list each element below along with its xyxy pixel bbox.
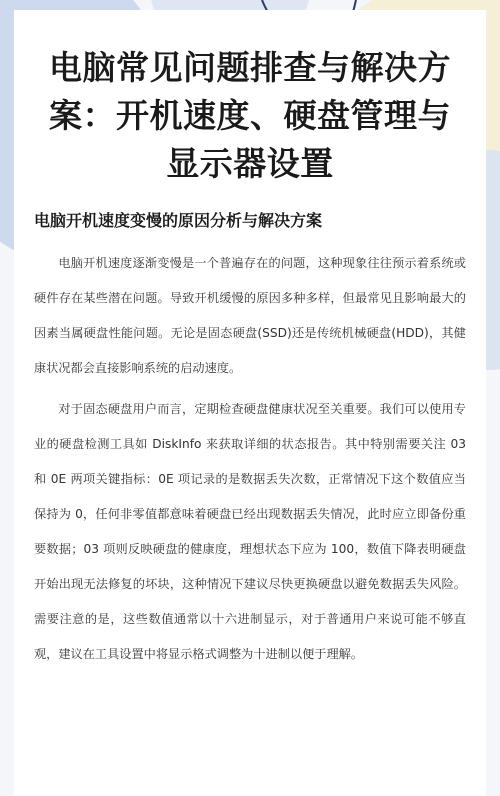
article-card [14, 10, 486, 796]
section-heading: 电脑开机速度变慢的原因分析与解决方案 [34, 211, 323, 230]
paragraph: 对于固态硬盘用户而言，定期检查硬盘健康状况至关重要。我们可以使用专业的硬盘检测工具如 DiskInfo 来获取详细的状态报告。其中特别需要关注 03 和 0E 两项关键指标：0E 项记录的是数据丢失次数，正常情况下这个数值应当保持为 0，任何非零值都意味着硬盘已经出现数据丢失情况，此时应立即备份重要数据；03 项则反映硬盘的健康度，理想状态下应为 100，数值下降表明硬盘开始出现无法修复的坏块，这种情况下建议尽快更换硬盘以避免数据丢失风险。需要注意的是，这些数值通常以十六进制显示，对于普通用户来说可能不够直观，建议在工具设置中将显示格式调整为十进制以便于理解。 [34, 402, 466, 661]
paragraph: 电脑开机速度逐渐变慢是一个普遍存在的问题，这种现象往往预示着系统或硬件存在某些潜在问题。导致开机缓慢的原因多种多样，但最常见且影响最大的因素当属硬盘性能问题。无论是固态硬盘(SSD)还是传统机械硬盘(HDD)，其健康状况都会直接影响系统的启动速度。 [34, 256, 466, 375]
page-title: 电脑常见问题排查与解决方案：开机速度、硬盘管理与显示器设置 [49, 48, 451, 183]
